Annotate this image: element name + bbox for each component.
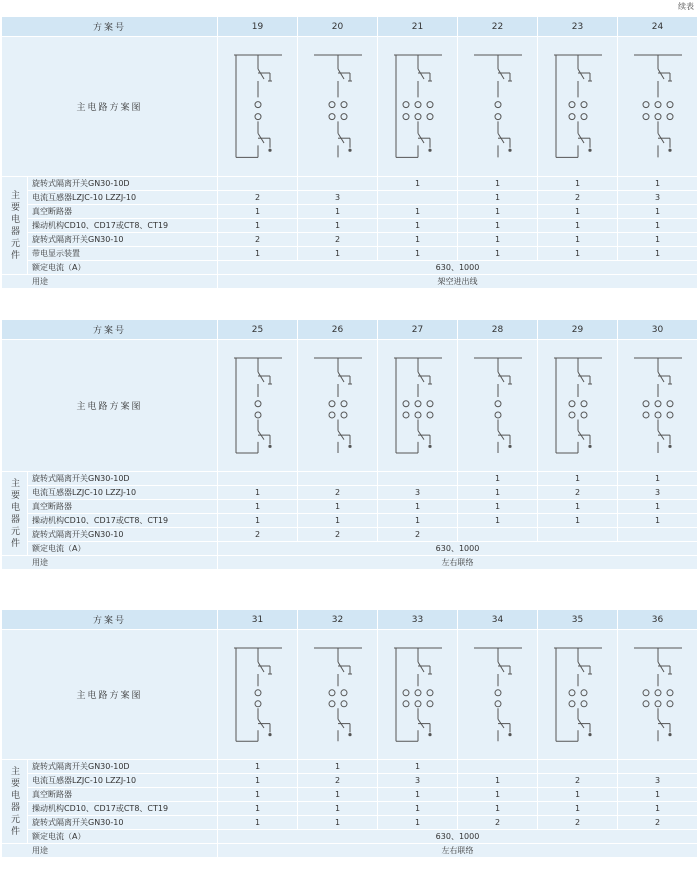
rated-current-value: 630、1000 [218, 261, 698, 275]
scheme-number: 32 [298, 610, 378, 630]
circuit-diagram-icon [548, 47, 608, 167]
component-quantity: 1 [378, 802, 458, 816]
component-quantity: 1 [218, 247, 298, 261]
circuit-diagram-icon [388, 640, 448, 750]
main-components-label: 主要电器元件 [2, 177, 28, 275]
component-quantity: 1 [538, 219, 618, 233]
circuit-diagram-cell [378, 630, 458, 760]
component-quantity: 1 [618, 177, 698, 191]
purpose-value: 左右联络 [218, 844, 698, 858]
rated-current-label: 额定电流（A） [28, 542, 218, 556]
circuit-diagram-cell [298, 630, 378, 760]
purpose-label: 用途 [2, 844, 218, 858]
circuit-diagram-cell [618, 37, 698, 177]
component-quantity: 2 [298, 774, 378, 788]
component-name: 真空断路器 [28, 788, 218, 802]
component-name: 旋转式隔离开关GN30-10D [28, 472, 218, 486]
component-name: 旋转式隔离开关GN30-10 [28, 816, 218, 830]
component-quantity: 3 [378, 486, 458, 500]
scheme-number-header: 方案号 [2, 320, 218, 340]
component-quantity: 2 [378, 528, 458, 542]
component-quantity: 1 [538, 205, 618, 219]
component-quantity: 1 [458, 802, 538, 816]
circuit-diagram-cell [538, 630, 618, 760]
scheme-number: 20 [298, 17, 378, 37]
circuit-diagram-icon [468, 640, 528, 750]
component-name: 真空断路器 [28, 205, 218, 219]
circuit-diagram-icon [308, 350, 368, 462]
scheme-table [2, 17, 698, 289]
circuit-diagram-icon [548, 640, 608, 750]
component-quantity: 1 [298, 514, 378, 528]
scheme-number: 29 [538, 320, 618, 340]
component-quantity: 1 [218, 219, 298, 233]
component-quantity [618, 760, 698, 774]
component-quantity: 1 [458, 247, 538, 261]
scheme-number: 23 [538, 17, 618, 37]
component-quantity: 1 [378, 247, 458, 261]
scheme-number: 24 [618, 17, 698, 37]
component-quantity: 1 [538, 500, 618, 514]
component-quantity: 1 [218, 788, 298, 802]
component-quantity: 1 [218, 486, 298, 500]
scheme-number: 34 [458, 610, 538, 630]
circuit-diagram-icon [228, 640, 288, 750]
circuit-diagram-cell [218, 340, 298, 472]
component-name: 带电显示装置 [28, 247, 218, 261]
component-quantity [218, 177, 298, 191]
component-name: 电流互感器LZJC-10 LZZJ-10 [28, 486, 218, 500]
component-quantity: 1 [378, 219, 458, 233]
component-quantity: 2 [298, 528, 378, 542]
component-quantity: 1 [538, 802, 618, 816]
scheme-number: 36 [618, 610, 698, 630]
component-quantity: 1 [298, 500, 378, 514]
component-quantity: 1 [298, 788, 378, 802]
scheme-table [2, 610, 698, 858]
component-quantity: 1 [378, 816, 458, 830]
component-quantity: 1 [378, 788, 458, 802]
rated-current-label: 额定电流（A） [28, 830, 218, 844]
component-name: 电流互感器LZJC-10 LZZJ-10 [28, 774, 218, 788]
component-quantity: 1 [458, 514, 538, 528]
scheme-table [2, 320, 698, 570]
component-quantity: 1 [378, 500, 458, 514]
component-quantity [218, 472, 298, 486]
circuit-diagram-icon [628, 47, 688, 167]
component-quantity: 1 [618, 514, 698, 528]
component-name: 旋转式隔离开关GN30-10 [28, 233, 218, 247]
component-quantity: 1 [458, 219, 538, 233]
circuit-diagram-icon [388, 350, 448, 462]
component-quantity [618, 528, 698, 542]
component-quantity: 1 [218, 205, 298, 219]
component-quantity: 2 [218, 528, 298, 542]
component-quantity: 1 [378, 760, 458, 774]
scheme-number-header: 方案号 [2, 610, 218, 630]
circuit-diagram-icon [628, 640, 688, 750]
component-quantity: 1 [298, 247, 378, 261]
component-quantity: 1 [618, 205, 698, 219]
scheme-number: 35 [538, 610, 618, 630]
purpose-value: 左右联络 [218, 556, 698, 570]
component-quantity: 2 [618, 816, 698, 830]
main-circuit-label: 主电路方案图 [2, 37, 218, 177]
component-quantity [458, 760, 538, 774]
component-quantity: 1 [298, 816, 378, 830]
component-quantity: 1 [458, 486, 538, 500]
component-name: 操动机构CD10、CD17或CT8、CT19 [28, 802, 218, 816]
circuit-diagram-icon [308, 640, 368, 750]
component-quantity: 1 [538, 788, 618, 802]
scheme-number: 21 [378, 17, 458, 37]
component-name: 旋转式隔离开关GN30-10 [28, 528, 218, 542]
component-quantity: 1 [298, 802, 378, 816]
component-quantity: 1 [298, 760, 378, 774]
circuit-diagram-icon [548, 350, 608, 462]
circuit-diagram-cell [378, 37, 458, 177]
component-quantity: 2 [538, 191, 618, 205]
component-quantity: 2 [538, 774, 618, 788]
component-name: 操动机构CD10、CD17或CT8、CT19 [28, 514, 218, 528]
component-quantity [298, 177, 378, 191]
component-quantity: 1 [618, 219, 698, 233]
component-quantity: 2 [298, 486, 378, 500]
circuit-diagram-icon [388, 47, 448, 167]
component-quantity: 1 [378, 514, 458, 528]
component-quantity: 3 [298, 191, 378, 205]
component-quantity [378, 191, 458, 205]
component-quantity: 1 [218, 802, 298, 816]
circuit-diagram-cell [458, 37, 538, 177]
main-circuit-label: 主电路方案图 [2, 630, 218, 760]
component-quantity: 1 [458, 472, 538, 486]
component-quantity: 2 [458, 816, 538, 830]
scheme-number: 28 [458, 320, 538, 340]
component-quantity [378, 472, 458, 486]
component-quantity: 1 [458, 500, 538, 514]
circuit-diagram-cell [618, 340, 698, 472]
rated-current-value: 630、1000 [218, 542, 698, 556]
main-circuit-label: 主电路方案图 [2, 340, 218, 472]
component-quantity: 1 [458, 191, 538, 205]
scheme-number: 26 [298, 320, 378, 340]
component-quantity: 2 [538, 816, 618, 830]
circuit-diagram-icon [308, 47, 368, 167]
component-quantity: 2 [538, 486, 618, 500]
circuit-diagram-cell [458, 340, 538, 472]
component-quantity: 1 [618, 802, 698, 816]
scheme-number: 31 [218, 610, 298, 630]
circuit-diagram-icon [468, 350, 528, 462]
scheme-number: 27 [378, 320, 458, 340]
scheme-number: 19 [218, 17, 298, 37]
component-name: 电流互感器LZJC-10 LZZJ-10 [28, 191, 218, 205]
component-quantity: 1 [458, 788, 538, 802]
component-name: 旋转式隔离开关GN30-10D [28, 760, 218, 774]
component-quantity: 1 [458, 774, 538, 788]
component-quantity: 1 [618, 788, 698, 802]
component-quantity: 2 [218, 191, 298, 205]
component-quantity [538, 528, 618, 542]
scheme-number: 30 [618, 320, 698, 340]
component-quantity: 1 [458, 205, 538, 219]
component-quantity: 1 [218, 774, 298, 788]
component-quantity: 1 [538, 177, 618, 191]
component-name: 真空断路器 [28, 500, 218, 514]
component-quantity: 1 [458, 233, 538, 247]
component-quantity: 1 [618, 472, 698, 486]
component-quantity: 1 [218, 760, 298, 774]
circuit-diagram-icon [468, 47, 528, 167]
rated-current-label: 额定电流（A） [28, 261, 218, 275]
main-components-label: 主要电器元件 [2, 472, 28, 556]
component-quantity: 1 [538, 233, 618, 247]
circuit-diagram-cell [218, 630, 298, 760]
component-quantity: 1 [618, 500, 698, 514]
main-components-label: 主要电器元件 [2, 760, 28, 844]
component-quantity: 1 [218, 514, 298, 528]
purpose-label: 用途 [2, 275, 218, 289]
purpose-label: 用途 [2, 556, 218, 570]
component-quantity: 1 [378, 177, 458, 191]
circuit-diagram-cell [538, 37, 618, 177]
component-quantity: 3 [618, 774, 698, 788]
component-quantity: 1 [218, 500, 298, 514]
component-quantity [458, 528, 538, 542]
component-quantity: 3 [618, 486, 698, 500]
circuit-diagram-icon [628, 350, 688, 462]
component-quantity: 1 [618, 247, 698, 261]
circuit-diagram-cell [218, 37, 298, 177]
rated-current-value: 630、1000 [218, 830, 698, 844]
circuit-diagram-cell [618, 630, 698, 760]
circuit-diagram-cell [458, 630, 538, 760]
component-quantity: 2 [298, 233, 378, 247]
component-quantity: 1 [298, 219, 378, 233]
component-name: 操动机构CD10、CD17或CT8、CT19 [28, 219, 218, 233]
continued-label: 续表 [678, 2, 694, 11]
component-quantity [298, 472, 378, 486]
component-quantity: 1 [298, 205, 378, 219]
purpose-value: 架空进出线 [218, 275, 698, 289]
component-quantity: 1 [218, 816, 298, 830]
component-quantity: 1 [618, 233, 698, 247]
scheme-number: 22 [458, 17, 538, 37]
component-quantity: 1 [378, 233, 458, 247]
component-quantity: 1 [458, 177, 538, 191]
component-name: 旋转式隔离开关GN30-10D [28, 177, 218, 191]
circuit-diagram-icon [228, 350, 288, 462]
component-quantity [538, 760, 618, 774]
component-quantity: 1 [538, 472, 618, 486]
component-quantity: 3 [378, 774, 458, 788]
circuit-diagram-cell [538, 340, 618, 472]
component-quantity: 2 [218, 233, 298, 247]
circuit-diagram-cell [378, 340, 458, 472]
scheme-number: 25 [218, 320, 298, 340]
circuit-diagram-icon [228, 47, 288, 167]
component-quantity: 3 [618, 191, 698, 205]
scheme-number: 33 [378, 610, 458, 630]
scheme-number-header: 方案号 [2, 17, 218, 37]
circuit-diagram-cell [298, 37, 378, 177]
component-quantity: 1 [538, 247, 618, 261]
component-quantity: 1 [378, 205, 458, 219]
component-quantity: 1 [538, 514, 618, 528]
circuit-diagram-cell [298, 340, 378, 472]
